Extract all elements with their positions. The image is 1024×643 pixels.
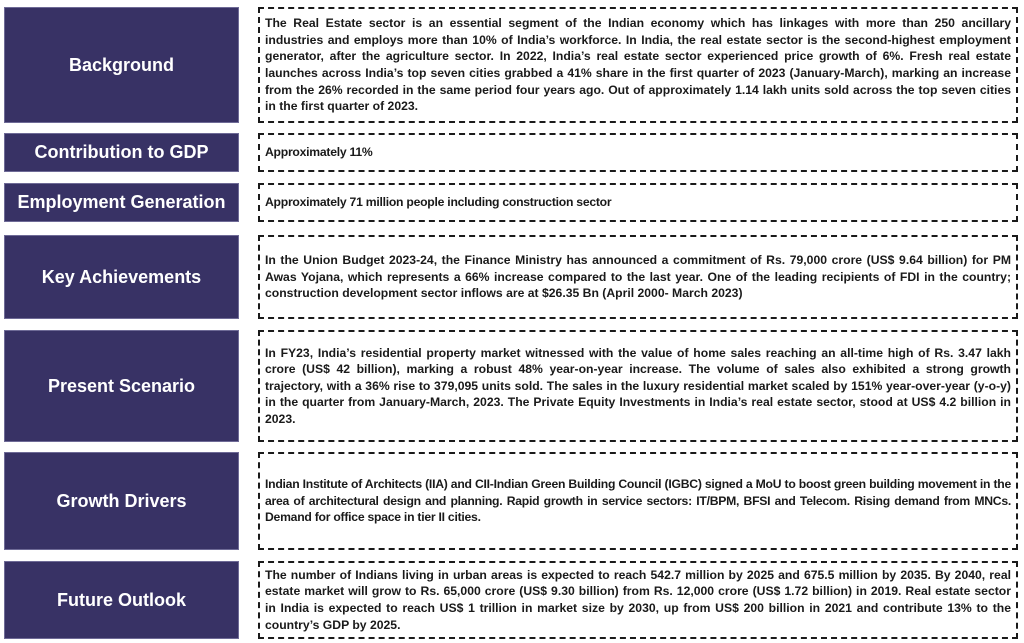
content-growth-drivers-text: Indian Institute of Architects (IIA) and CII-Indian Green Building Council (IGBC) signed a MoU to boost green building movement in the area of architectural design and planning. Rapid growth in service sectors: IT/BPM, BFSI and Telecom. Rising demand from MNCs. Demand for office space in tier II cities. xyxy=(265,477,1011,525)
content-contribution-to-gdp-text: Approximately 11% xyxy=(265,145,373,160)
label-contribution-to-gdp-text: Contribution to GDP xyxy=(34,142,209,162)
label-background-text: Background xyxy=(68,54,174,75)
content-employment-generation-text: Approximately 71 million people including construction sector xyxy=(265,195,612,210)
content-present-scenario xyxy=(258,330,1018,442)
content-employment-generation xyxy=(258,183,1018,222)
content-growth-drivers xyxy=(258,452,1018,550)
label-contribution-to-gdp xyxy=(4,133,239,172)
content-present-scenario-text: In FY23, India’s residential property market witnessed with the value of home sales reaching an all-time high of Rs. 3.47 lakh crore (US$ 42 billion), marking a robust 48% year-on-year increase. The volume of sales also exhibited a strong growth trajectory, with a 36% rise to 379,095 units sold. The sales in the luxury residential market scaled by 151% year-over-year (y-o-y) in the quarter from January-March, 2023. The Private Equity Investments in India’s real estate sector, stood at US$ 4.2 billion in 2023. xyxy=(265,345,1011,426)
label-present-scenario-text: Present Scenario xyxy=(47,375,196,396)
label-employment-generation-text: Employment Generation xyxy=(17,192,226,212)
content-future-outlook-text: The number of Indians living in urban areas is expected to reach 542.7 million by 2025 and 675.5 million by 2035. By 2040, real estate market will grow to Rs. 65,000 crore (US$ 9.30 billion) from Rs. 12,000 crore (US$ 1.72 billion) in 2019. Real estate sector in India is expected to reach US$ 1 trillion in market size by 2030, up from US$ 200 billion in 2021 and contribute 13% to the country’s GDP by 2025. xyxy=(265,567,1011,632)
label-growth-drivers-text: Growth Drivers xyxy=(56,490,187,511)
label-present-scenario xyxy=(4,330,239,442)
content-key-achievements-text: In the Union Budget 2023-24, the Finance Ministry has announced a commitment of Rs. 79,000 crore (US$ 9.64 billion) for PM Awas Yojana, which represents a 66% increase compared to the last year. One of the leading recipients of FDI in the country; construction development sector inflows are at $26.35 Bn (April 2000- March 2023) xyxy=(265,253,1011,301)
label-key-achievements xyxy=(4,235,239,319)
content-future-outlook xyxy=(258,561,1018,639)
content-key-achievements xyxy=(258,235,1018,319)
label-future-outlook xyxy=(4,561,239,639)
label-future-outlook-text: Future Outlook xyxy=(57,589,186,610)
content-background xyxy=(258,7,1018,123)
label-growth-drivers xyxy=(4,452,239,550)
label-background xyxy=(4,7,239,123)
label-employment-generation xyxy=(4,183,239,222)
content-contribution-to-gdp xyxy=(258,133,1018,172)
label-key-achievements-text: Key Achievements xyxy=(41,266,202,287)
content-background-text: The Real Estate sector is an essential segment of the Indian economy which has linkages with more than 250 ancillary industries and employs more than 10% of India’s workforce. In India, the real estate sector is the second-highest employment generator, after the agriculture sector. In 2022, India’s real estate sector experienced price growth of 6%. Fresh real estate launches across India’s top seven cities grabbed a 41% share in the first quarter of 2023 (January-March), marking an increase from the 26% recorded in the same period four years ago. Out of approximately 1.14 lakh units sold across the top seven cities in the first quarter of 2023. xyxy=(265,16,1011,114)
